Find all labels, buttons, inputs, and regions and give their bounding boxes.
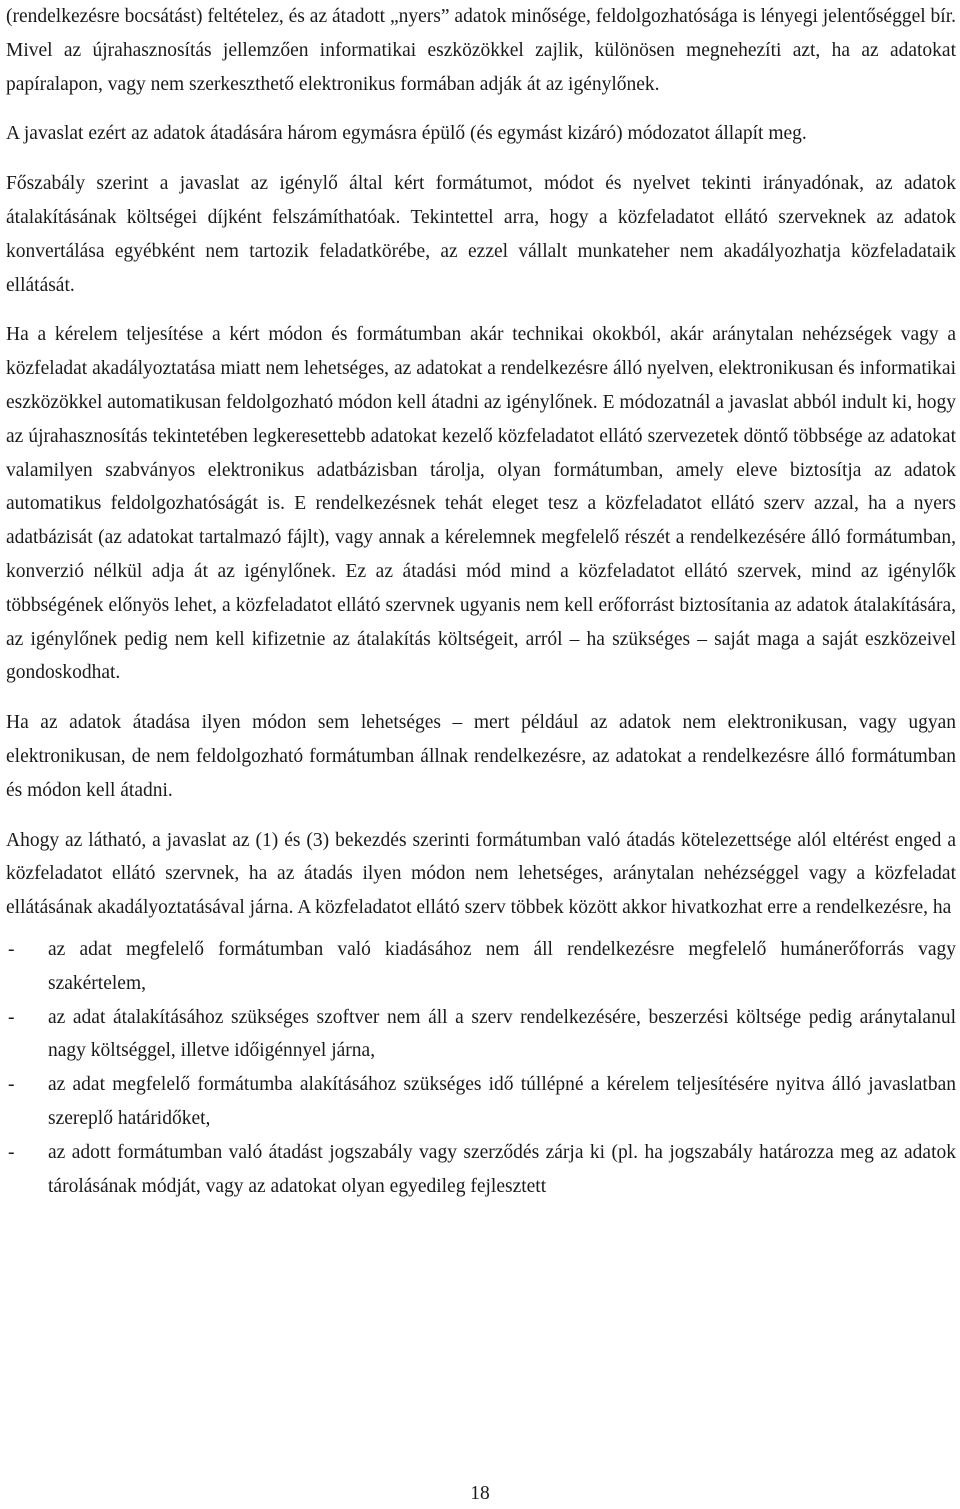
list-item-text: az adat átalakításához szükséges szoftver nem áll a szerv rendelkezésére, beszerzési költsége pedig aránytalanul nagy költséggel, illetve időigénnyel járna, bbox=[48, 1006, 956, 1062]
paragraph-1: (rendelkezésre bocsátást) feltételez, és az átadott „nyers” adatok minősége, feldolgozhatósága is lényegi jelentőséggel bír. Mivel az újrahasznosítás jellemzően informatikai eszközökkel zajlik, különösen megnehezíti azt, ha az adatokat papíralapon, vagy nem szerkeszthető elektronikus formában adják át az igénylőnek. bbox=[6, 6, 956, 95]
list-item bbox=[6, 933, 956, 1001]
paragraph-2: A javaslat ezért az adatok átadására három egymásra épülő (és egymást kizáró) módozatot állapít meg. bbox=[6, 123, 807, 145]
list-item bbox=[6, 1001, 956, 1069]
list-item bbox=[6, 1136, 956, 1204]
list-item-text: az adott formátumban való átadást jogszabály vagy szerződés zárja ki (pl. ha jogszabály határozza meg az adatok tárolásának módját, vagy az adatokat olyan egyedileg fejlesztett bbox=[48, 1141, 956, 1197]
list-item-text: az adat megfelelő formátumban való kiadásához nem áll rendelkezésre megfelelő humánerőforrás vagy szakértelem, bbox=[48, 938, 956, 994]
list-dash: - bbox=[8, 1074, 15, 1096]
dash-list bbox=[6, 933, 956, 1203]
list-dash: - bbox=[8, 1141, 15, 1163]
list-dash: - bbox=[8, 1006, 15, 1028]
paragraph-5: Ha az adatok átadása ilyen módon sem lehetséges – mert például az adatok nem elektronikusan, vagy ugyan elektronikusan, de nem feldolgozható formátumban állnak rendelkezésre, az adatokat a rendelkezésre álló formátumban és módon kell átadni. bbox=[6, 712, 956, 801]
paragraph-6: Ahogy az látható, a javaslat az (1) és (3) bekezdés szerinti formátumban való átadás kötelezettsége alól eltérést enged a közfeladatot ellátó szervnek, ha az átadás ilyen módon nem lehetséges, aránytalan nehézséggel vagy a közfeladat ellátásának akadályoztatásával járna. A közfeladatot ellátó szerv többek között akkor hivatkozhat erre a rendelkezésre, ha bbox=[6, 829, 956, 919]
list-item-text: az adat megfelelő formátumba alakításához szükséges idő túllépné a kérelem teljesítésére nyitva álló javaslatban szereplő határidőket, bbox=[48, 1074, 956, 1129]
page-number: 18 bbox=[470, 1483, 490, 1504]
paragraph-3: Főszabály szerint a javaslat az igénylő által kért formátumot, módot és nyelvet tekinti irányadónak, az adatok átalakításának költségei díjként felszámíthatóak. Tekintettel arra, hogy a közfeladatot ellátó szerveknek az adatok konvertálása egyébként nem tartozik feladatkörébe, az ezzel vállalt munkateher nem akadályozhatja közfeladataik ellátását. bbox=[6, 173, 956, 296]
paragraph-4: Ha a kérelem teljesítése a kért módon és formátumban akár technikai okokból, akár aránytalan nehézségek vagy a közfeladat akadályoztatása miatt nem lehetséges, az adatokat a rendelkezésre álló nyelven, elektronikusan és informatikai eszközökkel automatikusan feldolgozható módon kell átadni az igénylőnek. E módozatnál a javaslat abból indult ki, hogy az újrahasznosítás tekintetében legkeresettebb adatokat kezelő közfeladatot ellátó szervezetek döntő többsége az adatokat valamilyen szabványos elektronikus adatbázisban tárolja, olyan formátumban, amely eleve biztosítja az adatok automatikus feldolgozhatóságát is. E rendelkezésnek tehát eleget tesz a közfeladatot ellátó szerv azzal, ha a nyers adatbázisát (az adatokat tartalmazó fájlt), vagy annak a kérelemnek megfelelő részét a rendelkezésére álló formátumban, konverzió nélkül adja át az igénylőnek. Ez az átadási mód mind a közfeladatot ellátó szervek, mind az igénylők többségének előnyös lehet, a közfeladatot ellátó szervnek ugyanis nem kell erőforrást biztosítania az adatok átalakítására, az igénylőnek pedig nem kell kifizetnie az átalakítás költségeit, arról – ha szükséges – saját maga a saját eszközeivel gondoskodhat. bbox=[6, 324, 956, 684]
list-dash: - bbox=[8, 938, 15, 960]
document-page bbox=[6, 0, 956, 1203]
list-item bbox=[6, 1068, 956, 1136]
